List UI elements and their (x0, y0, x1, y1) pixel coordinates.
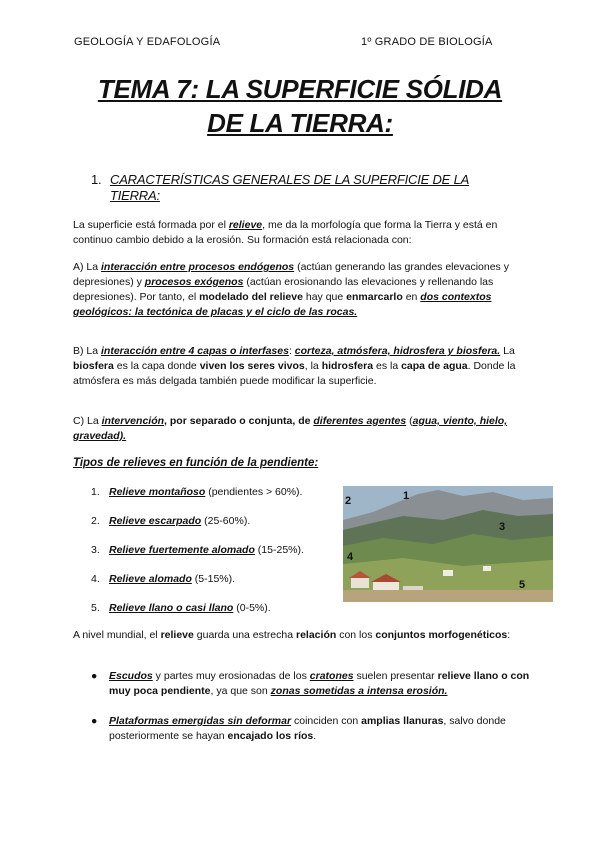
keyword: corteza, atmósfera, hidrosfera y biosfera. (294, 345, 501, 357)
item-name: Relieve montañoso (109, 486, 206, 498)
keyword: dos contextos geológicos: la tectónica de placas y el ciclo de las rocas. (73, 291, 492, 318)
text: . (313, 730, 317, 742)
keyword: interacción entre procesos endógenos (101, 261, 295, 273)
item-desc: (0-5%). (233, 602, 271, 614)
relief-item (91, 486, 302, 498)
item-number: 2. (91, 515, 100, 527)
text: C) La (73, 415, 102, 427)
item-name: Relieve escarpado (109, 515, 202, 527)
bullet-item (91, 714, 531, 744)
title-line-1: TEMA 7: LA SUPERFICIE SÓLIDA (97, 74, 503, 104)
keyword: interacción entre 4 capas o interfases (101, 345, 289, 357)
keyword: viven los seres vivos (199, 360, 305, 372)
text: : (288, 345, 295, 357)
relief-item (91, 544, 304, 556)
text: en (402, 291, 421, 303)
keyword: zonas sometidas a intensa erosión. (270, 685, 448, 697)
text: , la (304, 360, 322, 372)
bullet-text (91, 714, 531, 744)
item-desc: (5-15%). (191, 573, 236, 585)
keyword: hidrosfera (321, 360, 374, 372)
text: , salvo donde posteriormente se hayan (109, 715, 506, 742)
text: . Donde la atmósfera es más delgada también puede modificar la superficie. (73, 360, 516, 387)
paragraph-b (73, 344, 533, 389)
keyword: intervención (101, 415, 165, 427)
item-desc: (15-25%). (254, 544, 304, 556)
text: (actúan erosionando las elevaciones y rellenando las depresiones). Por tanto, el (73, 276, 494, 303)
keyword: relieve (228, 219, 263, 231)
keyword: biosfera (73, 360, 114, 372)
item-number: 3. (91, 544, 100, 556)
relief-item (91, 515, 250, 527)
text: coinciden con (291, 715, 362, 727)
keyword: modelado del relieve (199, 291, 303, 303)
bullet-item (91, 669, 531, 699)
text: es la capa donde (113, 360, 200, 372)
item-desc: (25-60%). (201, 515, 251, 527)
photo-label: 2 (345, 495, 352, 507)
title-line-2: DE LA TIERRA: (207, 108, 393, 138)
keyword: conjuntos morfogenéticos (375, 629, 508, 641)
keyword: cratones (309, 670, 354, 682)
house (351, 578, 369, 588)
ground (343, 590, 553, 602)
paragraph-c (73, 414, 533, 444)
bullet-dot: ● (91, 670, 98, 682)
text: , por separado o conjunta, de (164, 415, 314, 427)
photo-label: 5 (519, 579, 526, 591)
text: La superficie está formada por el (73, 219, 229, 231)
keyword: diferentes agentes (313, 415, 407, 427)
landscape-photo (343, 486, 553, 602)
text: (actúan generando las grandes elevaciones y depresiones) y (73, 261, 509, 288)
text: B) La (73, 345, 102, 357)
keyword: relación (296, 629, 337, 641)
text: es la (373, 360, 402, 372)
section-number: 1. (91, 172, 102, 187)
item-name: Relieve fuertemente alomado (109, 544, 255, 556)
text: guarda una estrecha (193, 629, 296, 641)
bullet-dot: ● (91, 715, 98, 727)
keyword: Escudos (109, 670, 153, 682)
text: suelen presentar (353, 670, 438, 682)
section-heading (91, 172, 511, 204)
keyword: relieve (160, 629, 194, 641)
item-number: 4. (91, 573, 100, 585)
text: A nivel mundial, el (73, 629, 161, 641)
text: hay que (302, 291, 347, 303)
text: con los (336, 629, 376, 641)
text: La (500, 345, 515, 357)
item-desc: (pendientes > 60%). (205, 486, 303, 498)
item-name: Relieve alomado (109, 573, 192, 585)
intro-paragraph (73, 218, 533, 248)
header-subject: GEOLOGÍA Y EDAFOLOGÍA (74, 36, 221, 48)
photo-label: 1 (403, 490, 410, 502)
item-number: 1. (91, 486, 100, 498)
keyword: procesos exógenos (144, 276, 244, 288)
section-title: CARACTERÍSTICAS GENERALES DE LA SUPERFICIE DE LA TIERRA: (110, 172, 470, 203)
relief-item (91, 573, 235, 585)
house (443, 570, 453, 576)
relief-types-heading: Tipos de relieves en función de la pendiente: (73, 457, 319, 469)
photo-label: 3 (499, 521, 506, 533)
text: , me da la morfología que forma la Tierra y está en continuo cambio debido a la erosión. Su formación está relacionada con: (73, 219, 498, 246)
text: y partes muy erosionadas de los (152, 670, 310, 682)
photo-label: 4 (347, 551, 354, 563)
item-name: Relieve llano o casi llano (109, 602, 234, 614)
world-paragraph (73, 628, 533, 643)
header-degree: 1º GRADO DE BIOLOGÍA (361, 36, 493, 48)
page-title (0, 72, 600, 140)
keyword: encajado los ríos (227, 730, 314, 742)
keyword: capa de agua (401, 360, 468, 372)
landscape-illustration (343, 486, 553, 602)
house (483, 566, 491, 571)
bullet-text (91, 669, 531, 699)
relief-item (91, 602, 271, 614)
keyword: enmarcarlo (346, 291, 403, 303)
keyword: relieve llano o con muy poca pendiente (109, 670, 530, 697)
text: , ya que son (210, 685, 271, 697)
text: A) La (73, 261, 102, 273)
keyword: amplias llanuras (361, 715, 444, 727)
paragraph-a (73, 260, 533, 320)
text: ( (406, 415, 413, 427)
text: : (507, 629, 511, 641)
keyword: Plataformas emergidas sin deformar (109, 715, 292, 727)
keyword: agua, viento, hielo, gravedad). (73, 415, 508, 442)
item-number: 5. (91, 602, 100, 614)
